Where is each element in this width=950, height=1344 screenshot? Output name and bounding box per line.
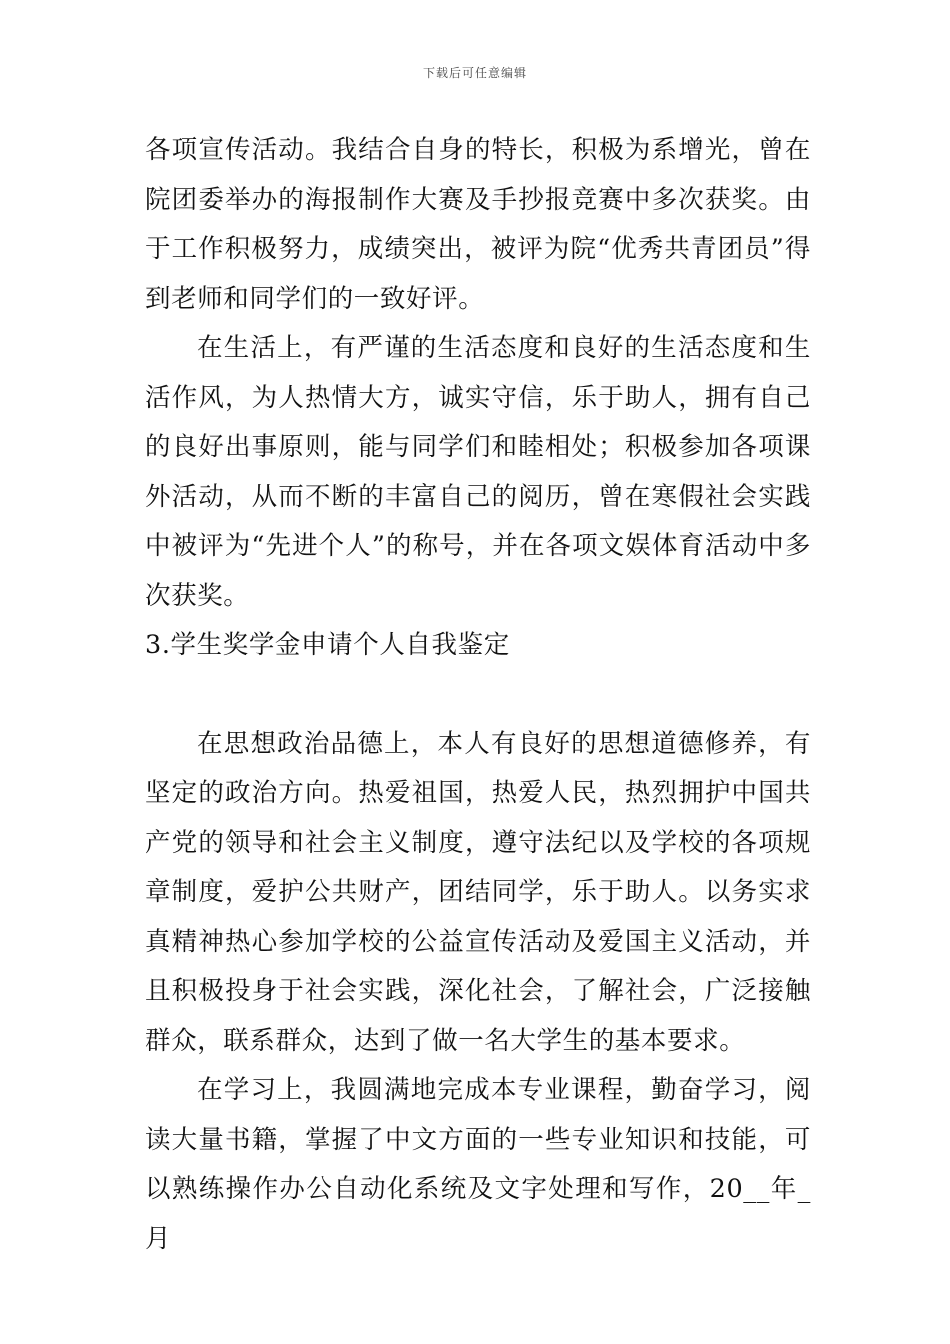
paragraph-study: 在学习上，我圆满地完成本专业课程，勤奋学习，阅读大量书籍，掌握了中文方面的一些专业知识和技能，可以熟练操作办公自动化系统及文字处理和写作，20__年_月 [145, 1075, 811, 1254]
paragraph-activities: 各项宣传活动。我结合自身的特长，积极为系增光，曾在院团委举办的海报制作大赛及手抄报竞赛中多次获奖。由于工作积极努力，成绩突出，被评为院“优秀共青团员”得到老师和同学们的一致好评。 [145, 135, 811, 314]
section-heading: 3.学生奖学金申请个人自我鉴定 [145, 630, 510, 660]
blank-line [145, 671, 811, 720]
page-header: 下载后可任意编辑 [422, 66, 527, 80]
paragraph-life: 在生活上，有严谨的生活态度和良好的生活态度和生活作风，为人热情大方，诚实守信，乐于助人，拥有自己的良好出事原则，能与同学们和睦相处；积极参加各项课外活动，从而不断的丰富自己的阅历，曾在寒假社会实践中被评为“先进个人”的称号，并在各项文娱体育活动中多次获奖。 [145, 333, 811, 611]
document-body [145, 126, 811, 1264]
paragraph-ideology: 在思想政治品德上，本人有良好的思想道德修养，有坚定的政治方向。热爱祖国，热爱人民，热烈拥护中国共产党的领导和社会主义制度，遵守法纪以及学校的各项规章制度，爱护公共财产，团结同学，乐于助人。以务实求真精神热心参加学校的公益宣传活动及爱国主义活动，并且积极投身于社会实践，深化社会，了解社会，广泛接触群众，联系群众，达到了做一名大学生的基本要求。 [145, 728, 811, 1056]
